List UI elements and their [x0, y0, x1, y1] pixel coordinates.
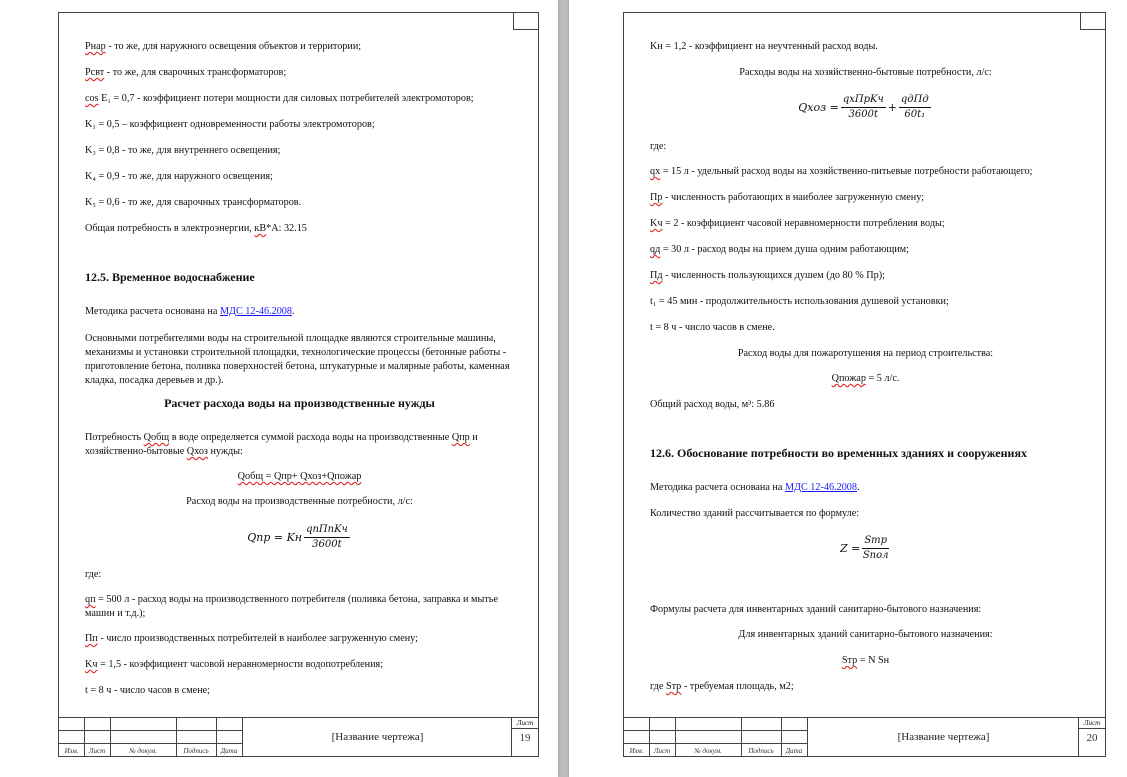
p-def: Пп - число производственных потребителей в наиболее загруженную смену; [85, 633, 418, 644]
line-5: K₄ = 0,9 - то же, для наружного освещения; [85, 171, 273, 182]
sheet-box [1078, 718, 1105, 756]
frame-corner-box [1080, 12, 1106, 30]
def-5: t₁ = 45 мин - продолжительность использования душевой установки; [650, 296, 949, 307]
line-4: K₃ = 0,8 - то же, для внутреннего освещения; [85, 145, 281, 156]
def-4: Пд - численность пользующихся душем (до 80 % Пр); [650, 270, 885, 281]
fire-label: Расход воды для пожаротушения на период строительства: [737, 348, 994, 359]
sum-formula: Qобщ = Qпр+ Qхоз+Qпожар [237, 471, 362, 482]
tb-col-doc: № докум. [694, 747, 722, 755]
line-0: Рнар - то же, для наружного освещения объектов и территории; [85, 41, 362, 52]
t-def: t = 8 ч - число часов в смене; [85, 685, 211, 696]
method-link[interactable]: МДС 12-46.2008 [784, 482, 857, 493]
prod-label: Расход воды на производственные потребности, л/с: [186, 496, 413, 507]
where-s: где Sтр - требуемая площадь, м2; [650, 681, 794, 692]
method-line: Методика расчета основана на МДС 12-46.2008. [85, 306, 295, 317]
drawing-name: [Название чертежа] [242, 718, 512, 756]
tb-col-date: Дата [785, 747, 803, 755]
document-page-20 [569, 0, 1127, 777]
tb-col-sign: Подпись [183, 747, 209, 755]
def-1: Пр - численность работающих в наиболее загруженную смену; [650, 192, 925, 203]
tb-col-izm: Изм. [64, 747, 79, 755]
line-6: K₅ = 0,6 - то же, для сварочных трансформаторов. [85, 197, 302, 208]
fire-value: Qпожар = 5 л/с. [831, 373, 900, 384]
def-3: qд = 30 л - расход воды на прием душа одним работающим; [650, 244, 909, 255]
def-0: qх = 15 л - удельный расход воды на хозяйственно-питьевые потребности работающего; [650, 166, 1033, 177]
tb-col-sign: Подпись [748, 747, 774, 755]
need-paragraph: Потребность Qобщ в воде определяется суммой расхода воды на производственные Qпр и хозяйственно-бытовые Qхоз нужды: [85, 432, 478, 457]
sheet-label: Лист [1079, 719, 1105, 729]
def-6: t = 8 ч - число часов в смене. [650, 322, 775, 333]
water-total: Общий расход воды, м³: 5.86 [650, 399, 775, 410]
inv-formulas: Формулы расчета для инвентарных зданий санитарно-бытового назначения: [650, 604, 982, 615]
tb-col-list: Лист [653, 747, 671, 755]
page-frame [623, 12, 1106, 757]
k-def: Kч = 1,5 - коэффициент часовой неравномерности водопотребления; [85, 659, 384, 670]
household-label: Расходы воды на хозяйственно-бытовые потребности, л/с: [739, 67, 992, 78]
method-link[interactable]: МДС 12-46.2008 [219, 306, 292, 317]
s-formula: Sтр = N Sн [841, 655, 890, 666]
kn-line: Kн = 1,2 - коэффициент на неучтенный расход воды. [650, 41, 878, 52]
sheet-number: 20 [1086, 732, 1098, 744]
prod-formula: Qпр = Kн $\frac{\text{qпПпKч}}{3600t}$ [247, 524, 348, 550]
subheading: Расчет расхода воды на производственные нужды [164, 396, 435, 410]
frame-corner-box [513, 12, 539, 30]
tb-col-doc: № докум. [129, 747, 157, 755]
z-formula: Z = $\frac{\text{Sтр}}{\text{Sпол}}$ [839, 535, 889, 561]
count-text: Количество зданий рассчитывается по формуле: [650, 508, 860, 519]
line-3: K₁ = 0,5 – коэффициент одновременности работы электромоторов; [85, 119, 375, 130]
sheet-label: Лист [512, 719, 538, 729]
document-page-19 [0, 0, 558, 777]
where-label: где: [650, 141, 667, 152]
household-formula: Qхоз = $\frac{\text{qхПрKч}}{3600t}$ + $\frac{\text{qдПд}}{\text{60t₁}}$ [798, 94, 929, 120]
line-1: Рсвт - то же, для сварочных трансформаторов; [85, 67, 287, 78]
q-def: qп = 500 л - расход воды на производственного потребителя (поливка бетона, заправка и мытье машин и т.д.); [85, 594, 498, 619]
inv-label: Для инвентарных зданий санитарно-бытового назначения: [738, 629, 993, 640]
tb-col-izm: Изм. [629, 747, 644, 755]
electric-total: Общая потребность в электроэнергии, кВ*А: 32.15 [85, 223, 307, 234]
method-line: Методика расчета основана на МДС 12-46.2008. [650, 482, 860, 493]
tb-col-date: Дата [220, 747, 238, 755]
where-label: где: [85, 569, 102, 580]
drawing-name: [Название чертежа] [807, 718, 1079, 756]
sheet-box [511, 718, 538, 756]
title-block [624, 717, 1105, 756]
section-heading: 12.5. Временное водоснабжение [85, 270, 255, 284]
consumers-paragraph: Основными потребителями воды на строительной площадке являются строительные машины, механизмы и установки строительной площадки, технологические процессы (бетонные работы - приготовление бетона, поливка поверхностей бетона, штукатурные и малярные работы, каменная кладка, посадка деревьев и др.). [85, 333, 510, 386]
title-block [59, 717, 538, 756]
tb-col-list: Лист [88, 747, 106, 755]
line-2: cos E₁ = 0,7 - коэффициент потери мощности для силовых потребителей электромоторов; [85, 93, 474, 104]
page-frame [58, 12, 539, 757]
def-2: Kч = 2 - коэффициент часовой неравномерности потребления воды; [650, 218, 945, 229]
title-block-grid [624, 718, 807, 756]
section-heading: 12.6. Обоснование потребности во временных зданиях и сооружениях [650, 446, 1027, 460]
sheet-number: 19 [519, 732, 531, 744]
title-block-grid [59, 718, 242, 756]
